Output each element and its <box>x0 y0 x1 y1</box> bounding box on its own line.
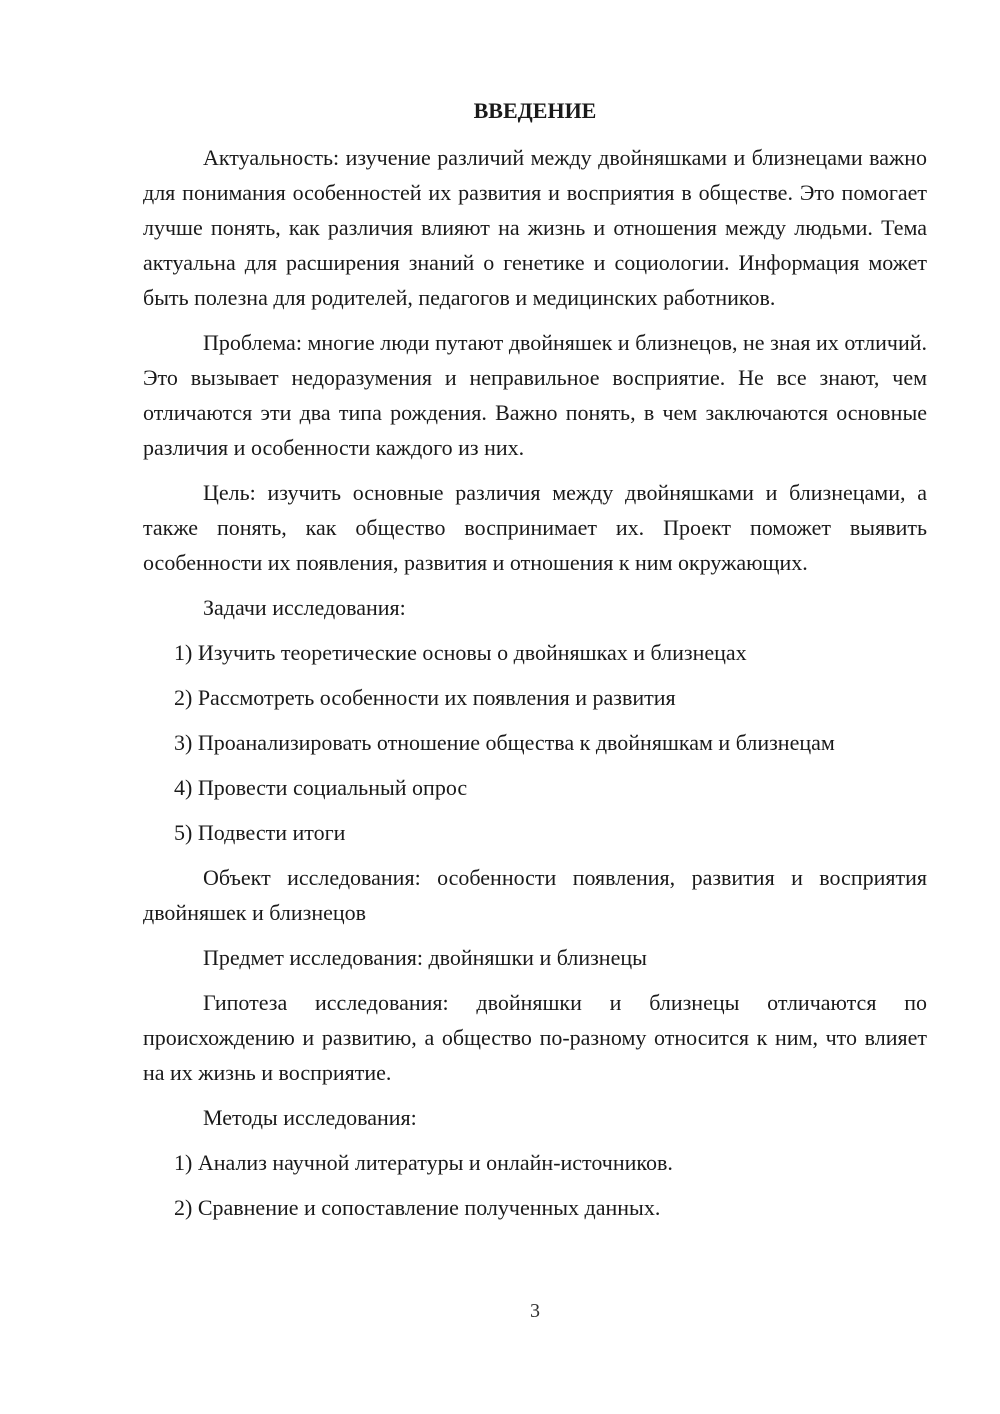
document-body <box>143 96 927 1235</box>
object-paragraph: Объект исследования: особенности появления, развития и восприятия двойняшек и близнецов <box>143 865 927 925</box>
task-item-2: 2) Рассмотреть особенности их появления и развития <box>174 685 676 710</box>
problem-paragraph: Проблема: многие люди путают двойняшек и близнецов, не зная их отличий. Это вызывает недоразумения и неправильное восприятие. Не все знают, чем отличаются эти два типа рождения. Важно понять, в чем заключаются основные различия и особенности каждого из них. <box>143 330 927 460</box>
task-item-5: 5) Подвести итоги <box>174 820 346 845</box>
goal-paragraph: Цель: изучить основные различия между двойняшками и близнецами, а также понять, как общество воспринимает их. Проект поможет выявить особенности их появления, развития и отношения к ним окружающих. <box>143 480 927 575</box>
hypothesis-paragraph: Гипотеза исследования: двойняшки и близнецы отличаются по происхождению и развитию, а общество по-разному относится к ним, что влияет на их жизнь и восприятие. <box>143 990 927 1085</box>
page-number: 3 <box>530 1300 540 1322</box>
task-item-4: 4) Провести социальный опрос <box>174 775 468 800</box>
tasks-title: Задачи исследования: <box>203 595 406 620</box>
section-heading: ВВЕДЕНИЕ <box>473 98 597 123</box>
relevance-paragraph: Актуальность: изучение различий между двойняшками и близнецами важно для понимания особенностей их развития и восприятия в обществе. Это помогает лучше понять, как различия влияют на жизнь и отношения между людьми. Тема актуальна для расширения знаний о генетике и социологии. Информация может быть полезна для родителей, педагогов и медицинских работников. <box>143 145 927 310</box>
method-item-1: 1) Анализ научной литературы и онлайн-источников. <box>174 1150 673 1175</box>
subject-paragraph: Предмет исследования: двойняшки и близнецы <box>203 945 647 970</box>
task-item-1: 1) Изучить теоретические основы о двойняшках и близнецах <box>174 640 747 665</box>
task-item-3: 3) Проанализировать отношение общества к двойняшкам и близнецам <box>174 730 835 755</box>
method-item-2: 2) Сравнение и сопоставление полученных данных. <box>174 1195 661 1220</box>
methods-title: Методы исследования: <box>203 1105 417 1130</box>
